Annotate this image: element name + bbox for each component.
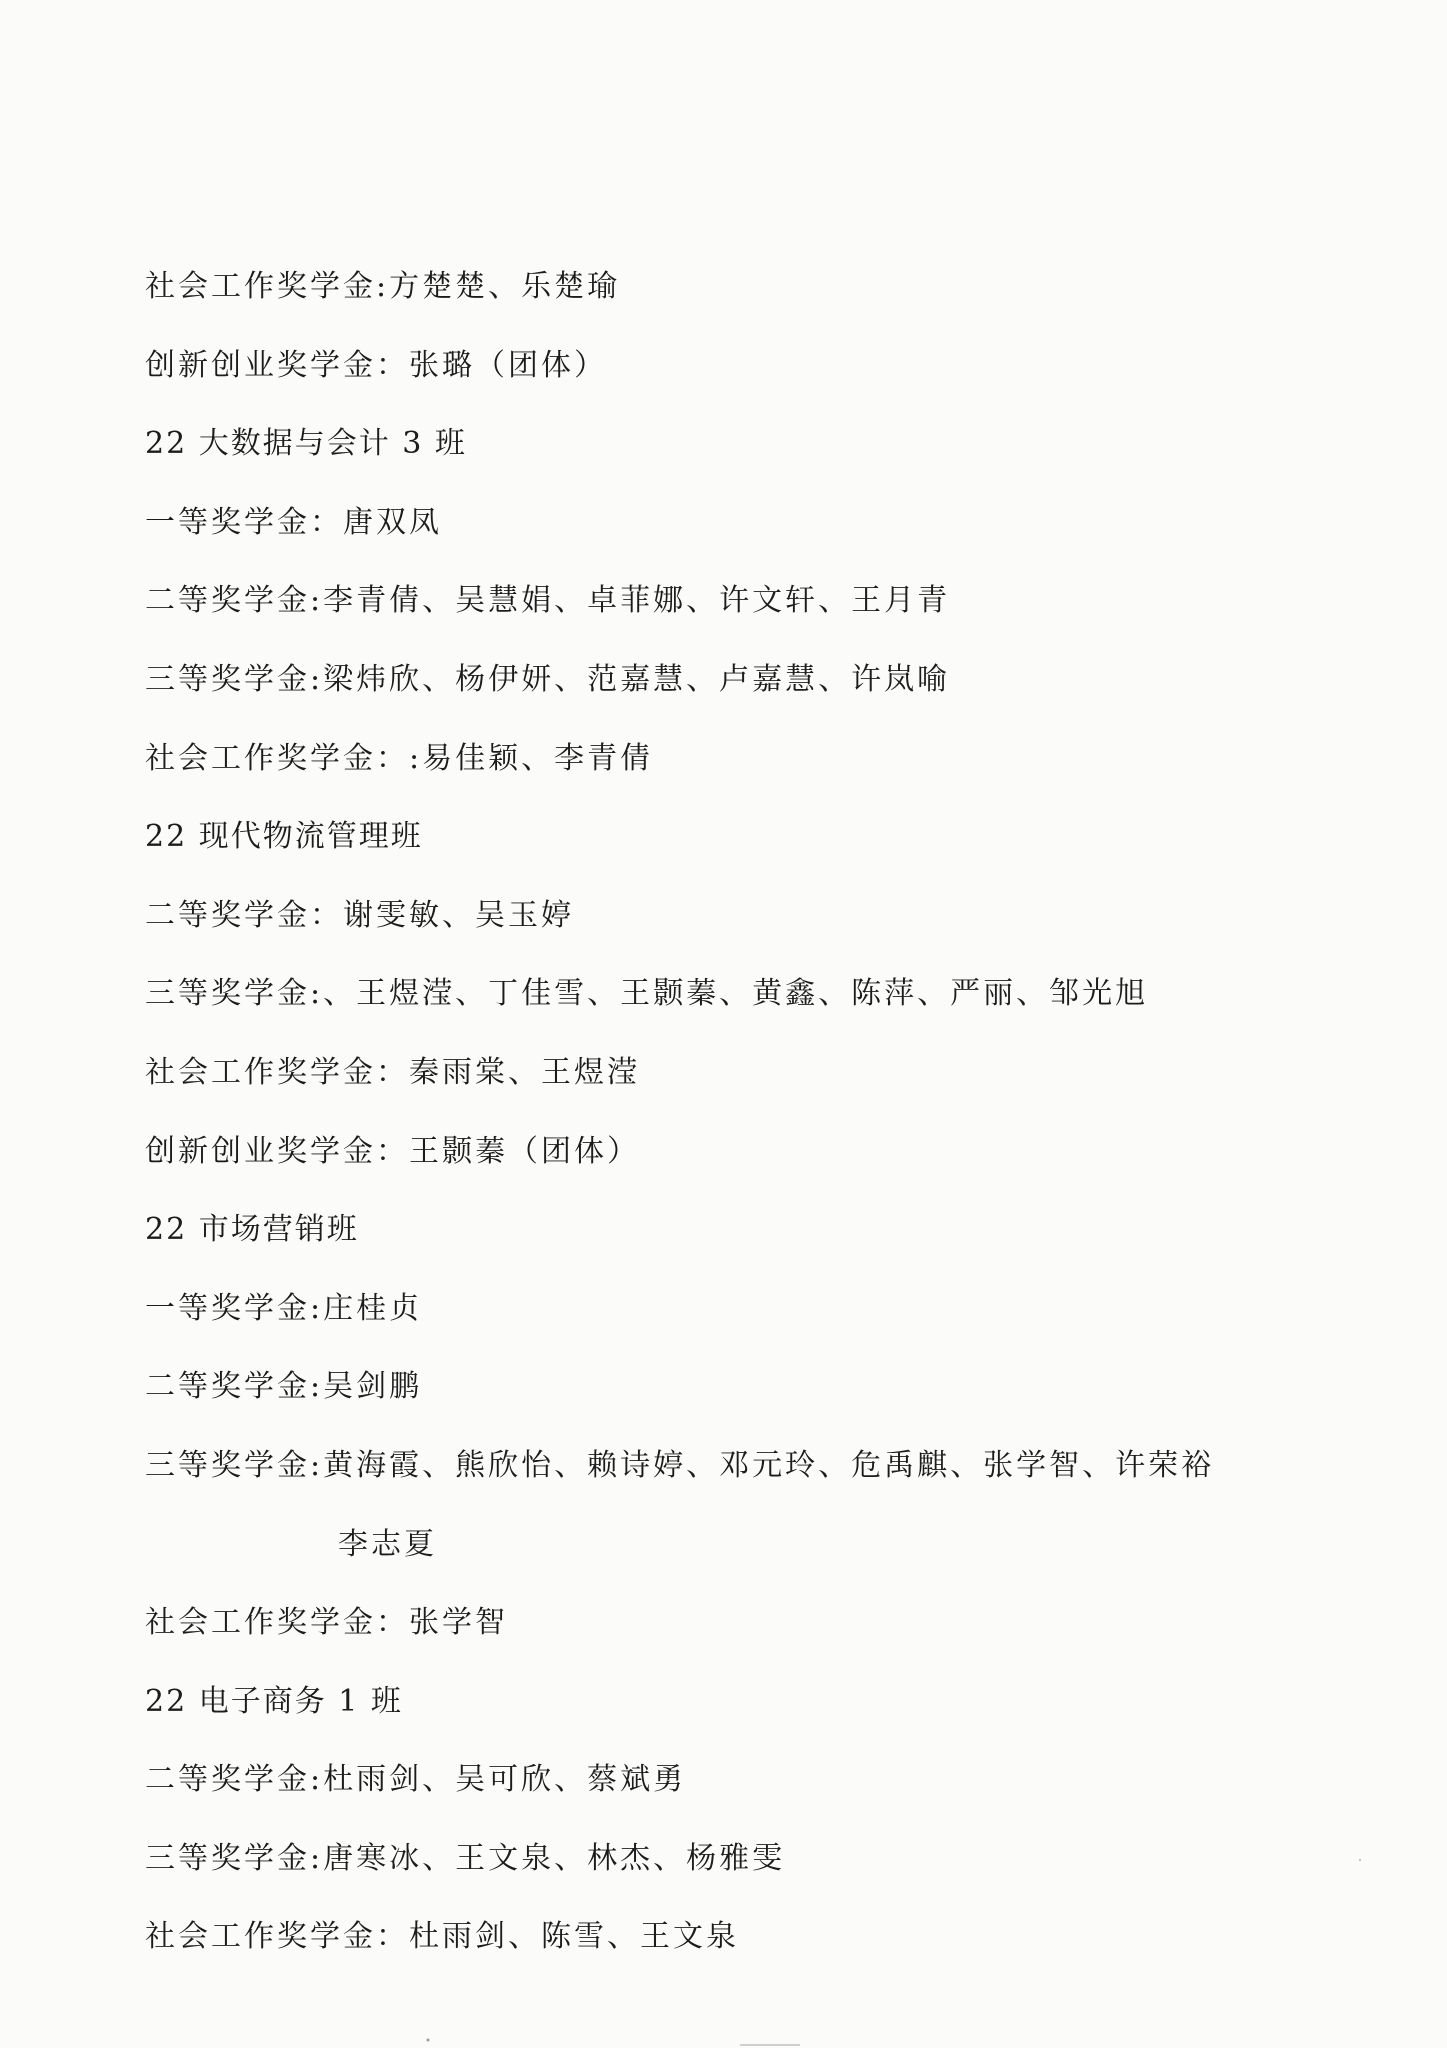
award-continuation-line: 李志夏 [338, 1526, 437, 1562]
award-list [145, 262, 1345, 1991]
award-line: 社会工作奖学金：:易佳颖、李青倩 [145, 740, 654, 776]
class-heading: 22 市场营销班 [145, 1212, 359, 1248]
award-line: 二等奖学金:杜雨剑、吴可欣、蔡斌勇 [145, 1762, 687, 1798]
scan-speck [1359, 1859, 1361, 1861]
class-heading: 22 大数据与会计 3 班 [145, 426, 467, 462]
award-line: 三等奖学金:梁炜欣、杨伊妍、范嘉慧、卢嘉慧、许岚喻 [145, 661, 951, 697]
award-line: 一等奖学金：唐双凤 [145, 504, 442, 540]
class-heading: 22 现代物流管理班 [145, 819, 423, 855]
class-heading: 22 电子商务 1 班 [145, 1683, 403, 1719]
award-line: 一等奖学金:庄桂贞 [145, 1290, 423, 1326]
award-line: 二等奖学金:李青倩、吴慧娟、卓菲娜、许文轩、王月青 [145, 583, 951, 619]
award-line: 三等奖学金:黄海霞、熊欣怡、赖诗婷、邓元玲、危禹麒、张学智、许荣裕 [145, 1447, 1215, 1483]
award-line: 创新创业奖学金：张璐（团体） [145, 347, 607, 383]
award-line: 三等奖学金:唐寒冰、王文泉、林杰、杨雅雯 [145, 1840, 786, 1876]
award-line: 三等奖学金:、王煜滢、丁佳雪、王颢蓁、黄鑫、陈萍、严丽、邹光旭 [145, 976, 1149, 1012]
scan-speck [740, 2044, 800, 2046]
award-line: 社会工作奖学金：秦雨棠、王煜滢 [145, 1054, 640, 1090]
award-line: 二等奖学金：谢雯敏、吴玉婷 [145, 897, 574, 933]
award-line: 社会工作奖学金：张学智 [145, 1605, 508, 1641]
award-line: 社会工作奖学金:方楚楚、乐楚瑜 [145, 269, 621, 304]
scan-speck [427, 2039, 430, 2042]
award-line: 二等奖学金:吴剑鹏 [145, 1369, 423, 1405]
award-line: 创新创业奖学金：王颢蓁（团体） [145, 1133, 640, 1169]
award-line: 社会工作奖学金：杜雨剑、陈雪、王文泉 [145, 1919, 739, 1955]
